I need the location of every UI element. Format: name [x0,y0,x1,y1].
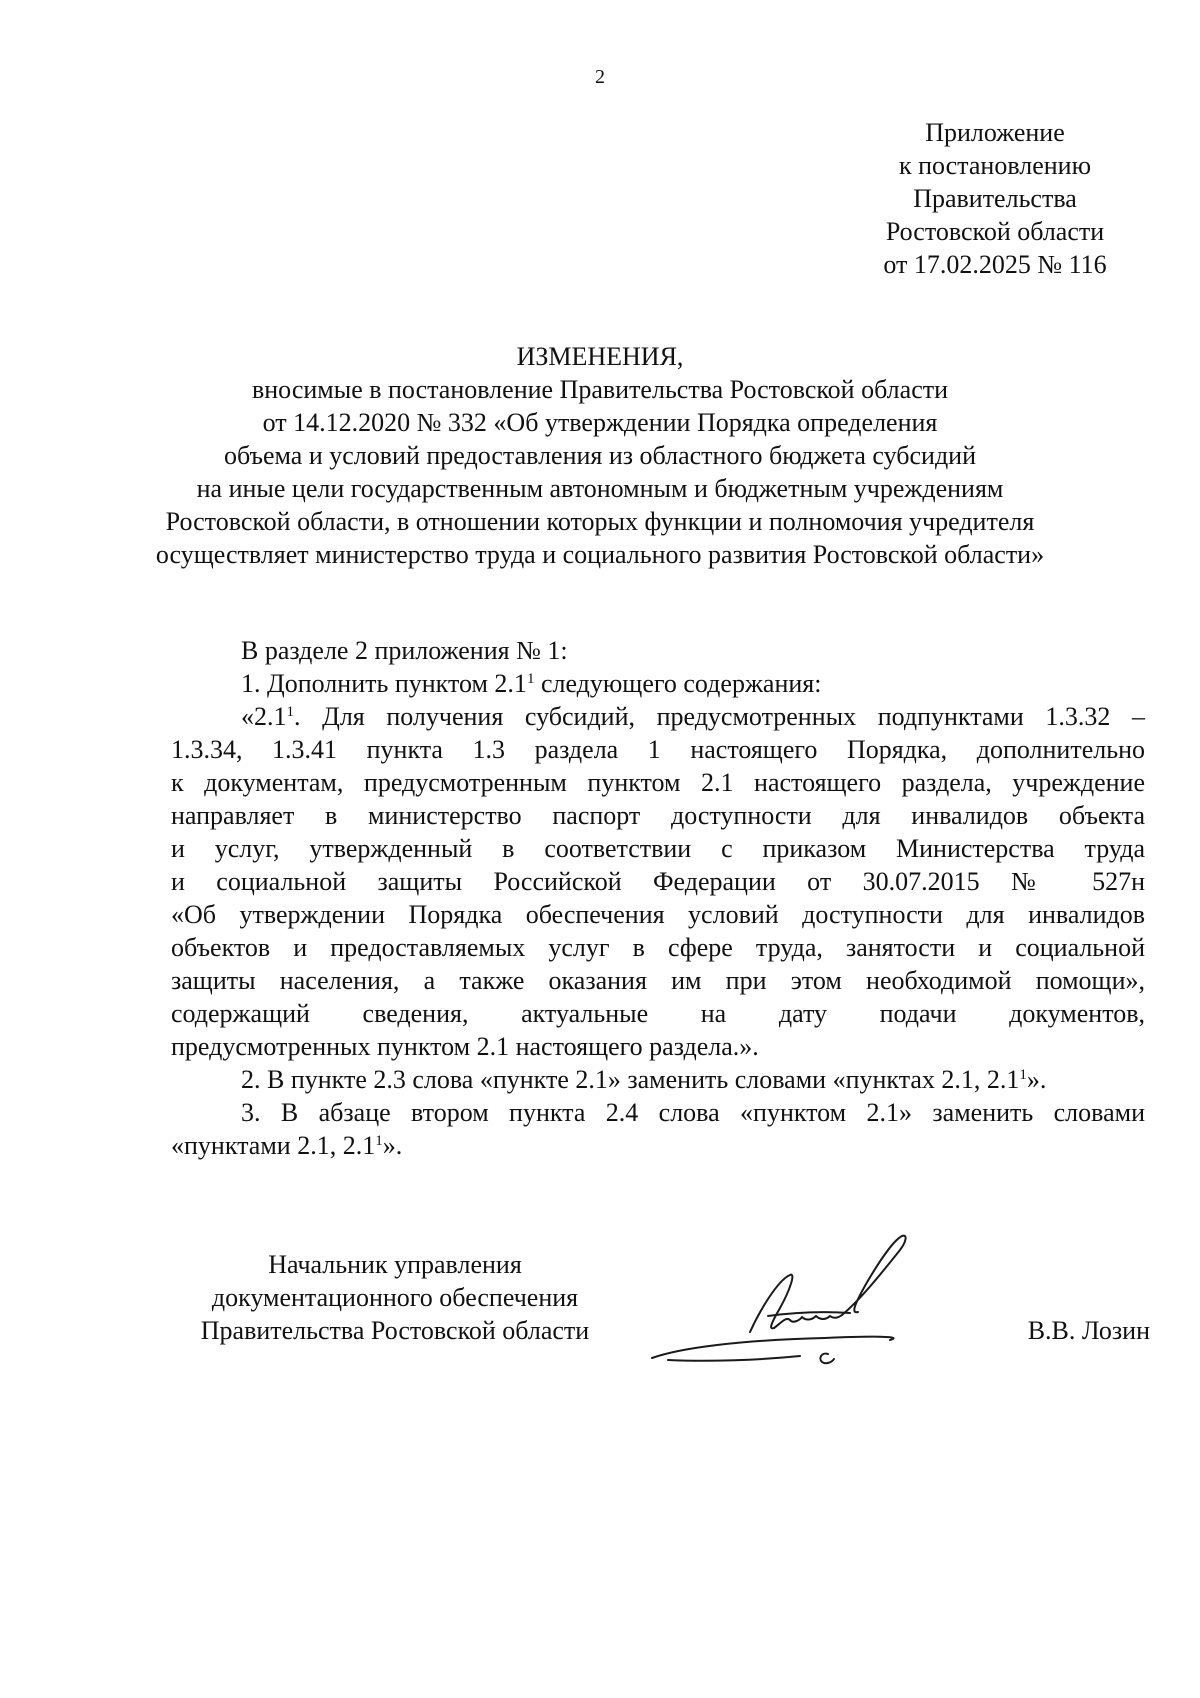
quote-line: 1.3.34, 1.3.41 пункта 1.3 раздела 1 настоящего Порядка, дополнительно [171,735,1145,764]
intro-paragraph: В разделе 2 приложения № 1: [241,636,568,665]
title-line: вносимые в постановление Правительства Ростовской области [251,375,949,404]
quote-line: содержащий сведения, актуальные на дату подачи документов, [171,999,1145,1028]
title-line: от 14.12.2020 № 332 «Об утверждении Порядка определения [262,408,938,437]
quote-line: «$2.1^1$. Для получения субсидий, предусмотренных подпунктами 1.3.32 – [241,702,1145,731]
title-line: осуществляет министерство труда и социального развития Ростовской области» [155,540,1045,569]
quote-line: направляет в министерство паспорт доступности для инвалидов объекта [171,801,1145,830]
appendix-line: Приложение [925,118,1065,147]
quote-line: «Об утверждении Порядка обеспечения условий доступности для инвалидов [171,900,1145,929]
document-title [100,340,1100,571]
signatory-title-line: Начальник управления [268,1250,522,1279]
title-line: объема и условий предоставления из областного бюджета субсидий [223,441,977,470]
title-line: на иные цели государственным автономным и бюджетным учреждениям [196,474,1004,503]
appendix-reference [830,116,1160,281]
item-1: 1. Дополнить пунктом $2.1^1$ следующего содержания: [241,669,822,698]
quote-line: защиты населения, а также оказания им при этом необходимой помощи», [171,966,1145,995]
signatory-title-line: Правительства Ростовской области [200,1316,590,1345]
signatory-title [160,1248,630,1347]
signatory-title-line: документационного обеспечения [211,1283,579,1312]
item-2: 2. В пункте 2.3 слова «пункте 2.1» заменить словами «пунктах 2.1, $2.1^1$». [241,1065,1047,1094]
item-3: 3. В абзаце втором пункта 2.4 слова «пунктом 2.1» заменить словами [241,1098,1145,1127]
document-body [171,634,1145,1162]
appendix-line: к постановлению [898,151,1092,180]
title-heading: ИЗМЕНЕНИЯ, [516,342,684,371]
quote-line: предусмотренных пунктом 2.1 настоящего раздела.». [171,1032,759,1061]
item-3-continuation: «пунктами 2.1, $2.1^1$». [171,1131,403,1160]
quote-line: и услуг, утвержденный в соответствии с приказом Министерства труда [171,834,1145,863]
appendix-line: от 17.02.2025 № 116 [883,250,1107,279]
handwritten-signature [650,1220,970,1370]
appendix-line: Правительства [913,184,1077,213]
page-number: 2 [595,66,605,88]
appendix-line: Ростовской области [885,217,1105,246]
quote-line: к документам, предусмотренным пунктом 2.1 настоящего раздела, учреждение [171,768,1145,797]
quote-line: объектов и предоставляемых услуг в сфере труда, занятости и социальной [171,933,1145,962]
quote-line: и социальной защиты Российской Федерации от 30.07.2015 № 527н [171,867,1145,896]
signatory-name: В.В. Лозин [1027,1316,1150,1345]
title-line: Ростовской области, в отношении которых функции и полномочия учредителя [165,507,1035,536]
